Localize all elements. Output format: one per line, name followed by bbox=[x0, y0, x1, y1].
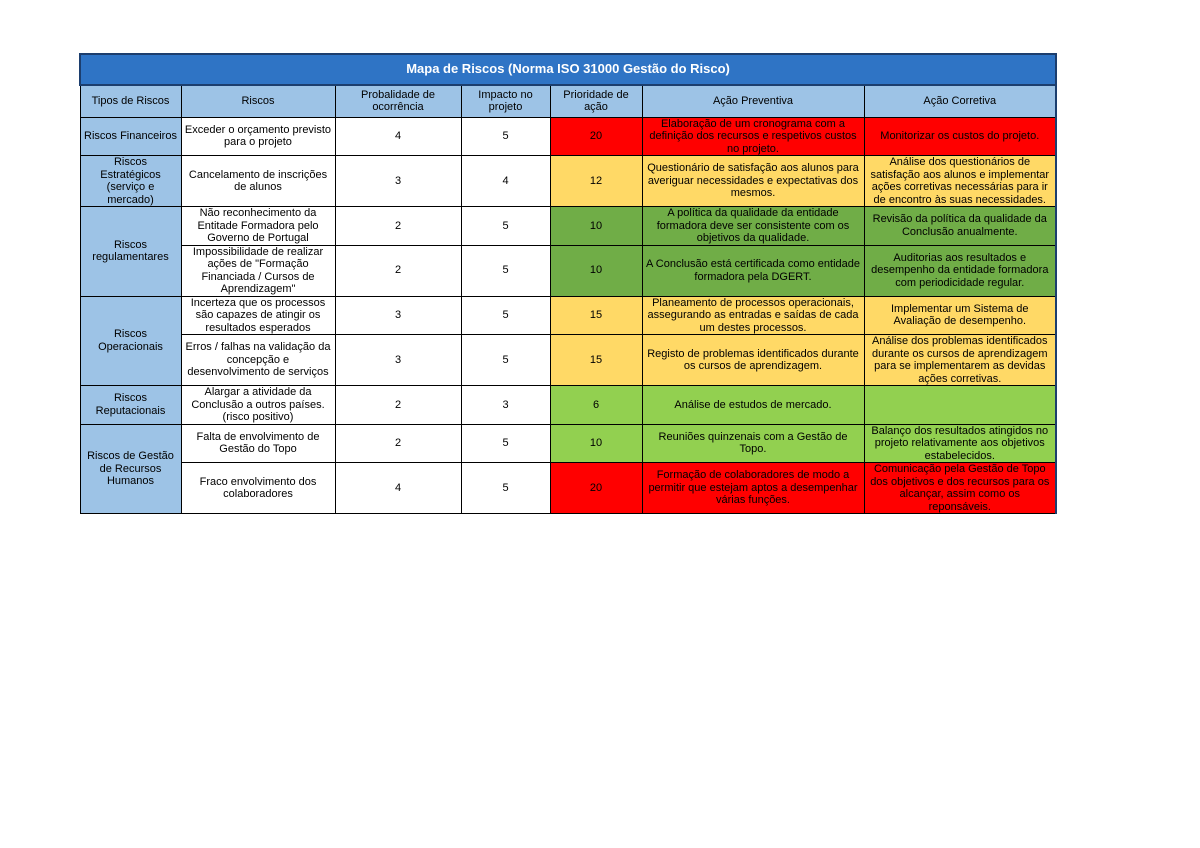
priority-cell: 20 bbox=[550, 463, 642, 514]
impact-cell: 3 bbox=[461, 386, 550, 425]
probability-cell: 2 bbox=[335, 207, 461, 246]
header-probabilidade: Probalidade de ocorrência bbox=[335, 85, 461, 117]
probability-cell: 3 bbox=[335, 296, 461, 335]
header-corretiva: Ação Corretiva bbox=[864, 85, 1056, 117]
impact-cell: 5 bbox=[461, 296, 550, 335]
risk-type-cell: Riscos Reputacionais bbox=[80, 386, 181, 425]
table-row bbox=[80, 335, 1056, 386]
corrective-action-cell: Comunicação pela Gestão de Topo dos objetivos e dos recursos para os alcançar, assim como os reponsáveis. bbox=[864, 463, 1056, 514]
preventive-action-cell: Questionário de satisfação aos alunos para averiguar necessidades e expectativas dos mesmos. bbox=[642, 156, 864, 207]
corrective-action-cell bbox=[864, 386, 1056, 425]
probability-cell: 3 bbox=[335, 335, 461, 386]
risk-cell: Impossibilidade de realizar ações de "Formação Financiada / Cursos de Aprendizagem" bbox=[181, 245, 335, 296]
header-impacto: Impacto no projeto bbox=[461, 85, 550, 117]
header-row bbox=[80, 85, 1056, 117]
priority-cell: 12 bbox=[550, 156, 642, 207]
risk-cell: Fraco envolvimento dos colaboradores bbox=[181, 463, 335, 514]
preventive-action-cell: Análise de estudos de mercado. bbox=[642, 386, 864, 425]
probability-cell: 2 bbox=[335, 386, 461, 425]
impact-cell: 4 bbox=[461, 156, 550, 207]
priority-cell: 10 bbox=[550, 424, 642, 463]
impact-cell: 5 bbox=[461, 117, 550, 156]
priority-cell: 6 bbox=[550, 386, 642, 425]
preventive-action-cell: A política da qualidade da entidade formadora deve ser consistente com os objetivos da qualidade. bbox=[642, 207, 864, 246]
impact-cell: 5 bbox=[461, 463, 550, 514]
preventive-action-cell: Reuniões quinzenais com a Gestão de Topo. bbox=[642, 424, 864, 463]
corrective-action-cell: Auditorias aos resultados e desempenho da entidade formadora com periodicidade regular. bbox=[864, 245, 1056, 296]
corrective-action-cell: Análise dos questionários de satisfação aos alunos e implementar ações corretivas necessárias para ir de encontro às suas necessidades. bbox=[864, 156, 1056, 207]
corrective-action-cell: Monitorizar os custos do projeto. bbox=[864, 117, 1056, 156]
risk-map-table bbox=[79, 53, 1057, 514]
table-row bbox=[80, 117, 1056, 156]
impact-cell: 5 bbox=[461, 335, 550, 386]
table-row bbox=[80, 424, 1056, 463]
priority-cell: 10 bbox=[550, 245, 642, 296]
table-row bbox=[80, 463, 1056, 514]
title-row bbox=[80, 54, 1056, 85]
priority-cell: 20 bbox=[550, 117, 642, 156]
probability-cell: 2 bbox=[335, 424, 461, 463]
probability-cell: 4 bbox=[335, 463, 461, 514]
header-risco: Riscos bbox=[181, 85, 335, 117]
risk-type-cell: Riscos Financeiros bbox=[80, 117, 181, 156]
risk-cell: Incerteza que os processos são capazes de atingir os resultados esperados bbox=[181, 296, 335, 335]
preventive-action-cell: Registo de problemas identificados durante os cursos de aprendizagem. bbox=[642, 335, 864, 386]
header-preventiva: Ação Preventiva bbox=[642, 85, 864, 117]
risk-cell: Não reconhecimento da Entitade Formadora pelo Governo de Portugal bbox=[181, 207, 335, 246]
table-row bbox=[80, 296, 1056, 335]
table-row bbox=[80, 156, 1056, 207]
preventive-action-cell: Planeamento de processos operacionais, assegurando as entradas e saídas de cada um destes processos. bbox=[642, 296, 864, 335]
risk-cell: Cancelamento de inscrições de alunos bbox=[181, 156, 335, 207]
table-row bbox=[80, 245, 1056, 296]
corrective-action-cell: Implementar um Sistema de Avaliação de desempenho. bbox=[864, 296, 1056, 335]
corrective-action-cell: Revisão da política da qualidade da Conclusão anualmente. bbox=[864, 207, 1056, 246]
corrective-action-cell: Balanço dos resultados atingidos no projeto relativamente aos objetivos estabelecidos. bbox=[864, 424, 1056, 463]
risk-cell: Alargar a atividade da Conclusão a outros países. (risco positivo) bbox=[181, 386, 335, 425]
table-row bbox=[80, 207, 1056, 246]
risk-cell: Exceder o orçamento previsto para o projeto bbox=[181, 117, 335, 156]
table-row bbox=[80, 386, 1056, 425]
preventive-action-cell: A Conclusão está certificada como entidade formadora pela DGERT. bbox=[642, 245, 864, 296]
sheet-title: Mapa de Riscos (Norma ISO 31000 Gestão do Risco) bbox=[80, 54, 1056, 85]
header-tipo: Tipos de Riscos bbox=[80, 85, 181, 117]
impact-cell: 5 bbox=[461, 245, 550, 296]
probability-cell: 4 bbox=[335, 117, 461, 156]
probability-cell: 2 bbox=[335, 245, 461, 296]
priority-cell: 15 bbox=[550, 335, 642, 386]
risk-type-cell: Riscos Operacionais bbox=[80, 296, 181, 386]
preventive-action-cell: Formação de colaboradores de modo a permitir que estejam aptos a desempenhar várias funções. bbox=[642, 463, 864, 514]
preventive-action-cell: Elaboração de um cronograma com a definição dos recursos e respetivos custos no projeto. bbox=[642, 117, 864, 156]
priority-cell: 15 bbox=[550, 296, 642, 335]
priority-cell: 10 bbox=[550, 207, 642, 246]
impact-cell: 5 bbox=[461, 424, 550, 463]
risk-cell: Erros / falhas na validação da concepção e desenvolvimento de serviços bbox=[181, 335, 335, 386]
header-prioridade: Prioridade de ação bbox=[550, 85, 642, 117]
impact-cell: 5 bbox=[461, 207, 550, 246]
risk-cell: Falta de envolvimento de Gestão do Topo bbox=[181, 424, 335, 463]
corrective-action-cell: Análise dos problemas identificados durante os cursos de aprendizagem para se implementarem as devidas ações corretivas. bbox=[864, 335, 1056, 386]
risk-type-cell: Riscos de Gestão de Recursos Humanos bbox=[80, 424, 181, 514]
risk-type-cell: Riscos Estratégicos (serviço e mercado) bbox=[80, 156, 181, 207]
risk-type-cell: Riscos regulamentares bbox=[80, 207, 181, 297]
probability-cell: 3 bbox=[335, 156, 461, 207]
